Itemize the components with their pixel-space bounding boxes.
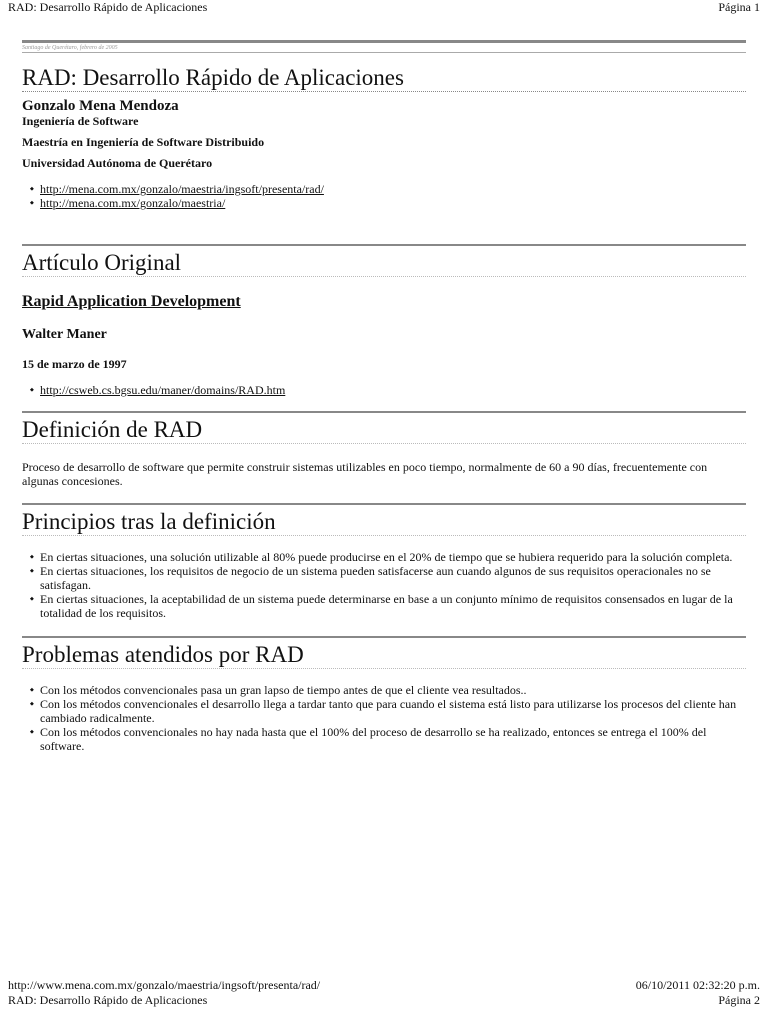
section-heading-problems: Problemas atendidos por RAD	[22, 638, 746, 669]
print-footer	[8, 978, 760, 992]
document-body	[22, 40, 746, 753]
section-heading-principles: Principios tras la definición	[22, 505, 746, 536]
list-item: ◆ Con los métodos convencionales pasa un gran lapso de tiempo antes de que el cliente vea resultados..	[30, 683, 746, 697]
print-footer-url: http://www.mena.com.mx/gonzalo/maestria/ingsoft/presenta/rad/	[8, 978, 321, 992]
principles-list	[22, 550, 746, 620]
article-date: 15 de marzo de 1997	[22, 357, 127, 371]
print-footer-next-title: RAD: Desarrollo Rápido de Aplicaciones	[8, 993, 208, 1007]
link-original-article[interactable]: http://csweb.cs.bgsu.edu/maner/domains/RAD.htm	[40, 383, 286, 397]
problems-list	[22, 683, 746, 753]
article-author: Walter Maner	[22, 327, 107, 342]
list-item	[30, 383, 746, 397]
list-item	[30, 182, 746, 196]
document-links	[22, 182, 746, 210]
affiliation-university: Universidad Autónoma de Querétaro	[22, 156, 213, 170]
article-title[interactable]: Rapid Application Development	[22, 293, 241, 310]
link-maestria[interactable]: http://mena.com.mx/gonzalo/maestria/	[40, 196, 226, 210]
print-header-page-number: Página 1	[718, 0, 760, 14]
author-name: Gonzalo Mena Mendoza	[22, 98, 179, 114]
article-links	[22, 383, 746, 397]
print-header	[8, 0, 760, 16]
definition-text: Proceso de desarrollo de software que permite construir sistemas utilizables en poco tiempo, normalmente de 60 a 90 días, frecuentemente con algunas concesiones.	[22, 460, 708, 488]
list-item: ◆ En ciertas situaciones, una solución utilizable al 80% puede producirse en el 20% de tiempo que se hubiera requerido para la solución completa.	[30, 550, 746, 564]
section-heading-definition: Definición de RAD	[22, 413, 746, 444]
print-footer-next-page-number: Página 2	[718, 993, 760, 1007]
list-item: ◆ Con los métodos convencionales no hay nada hasta que el 100% del proceso de desarrollo se ha realizado, entonces se entrega el 100% del software.	[30, 725, 746, 753]
affiliation-course: Ingeniería de Software	[22, 114, 139, 128]
print-footer-next	[8, 993, 760, 1007]
list-item: ◆ En ciertas situaciones, la aceptabilidad de un sistema puede determinarse en base a un conjunto mínimo de requisitos consensados en lugar de la totalidad de los requisitos.	[30, 592, 746, 620]
link-presentation[interactable]: http://mena.com.mx/gonzalo/maestria/ingsoft/presenta/rad/	[40, 182, 324, 196]
print-header-title: RAD: Desarrollo Rápido de Aplicaciones	[8, 0, 208, 14]
affiliation-program: Maestría en Ingeniería de Software Distribuido	[22, 135, 265, 149]
section-heading-original: Artículo Original	[22, 246, 746, 277]
document-title: RAD: Desarrollo Rápido de Aplicaciones	[22, 65, 746, 92]
list-item	[30, 196, 746, 210]
dateline: Santiago de Querétaro, febrero de 2005	[22, 45, 118, 51]
list-item: ◆ En ciertas situaciones, los requisitos de negocio de un sistema pueden satisfacerse aun cuando algunos de sus requisitos operacionales no se satisfagan.	[30, 564, 746, 592]
list-item: ◆ Con los métodos convencionales el desarrollo llega a tardar tanto que para cuando el sistema está listo para utilizarse los procesos del cliente han cambiado radicalmente.	[30, 697, 746, 725]
article-title-link[interactable]	[22, 293, 746, 311]
print-footer-datetime: 06/10/2011 02:32:20 p.m.	[635, 978, 760, 992]
dateline-rule	[22, 52, 746, 53]
